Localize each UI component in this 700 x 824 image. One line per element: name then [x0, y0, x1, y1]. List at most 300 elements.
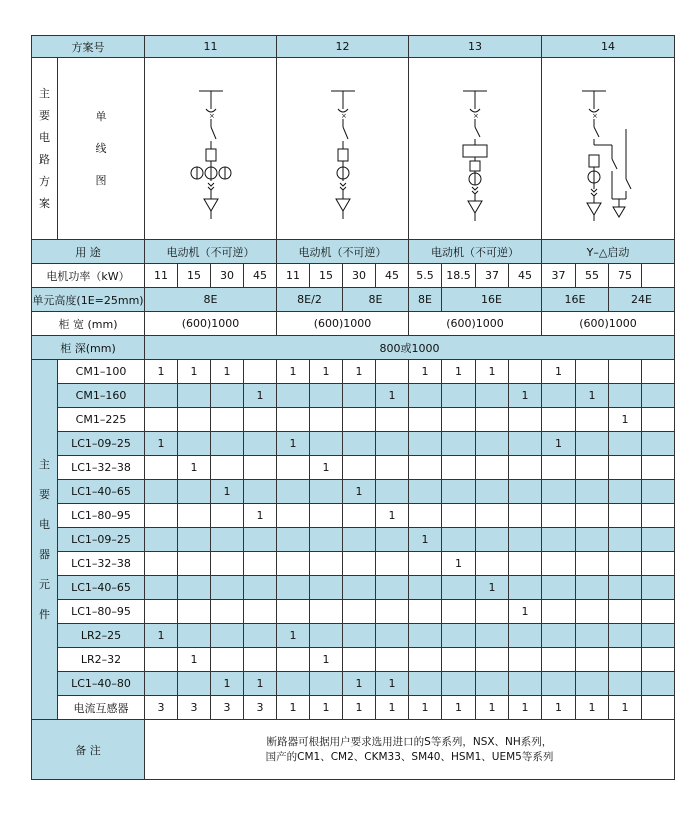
motor-power-value: 45 [244, 264, 277, 288]
component-name: CM1–225 [58, 408, 145, 432]
component-name: LC1–40–80 [58, 672, 145, 696]
main-components-label: 主 要 电 器 元 件 [32, 360, 58, 720]
component-row [32, 600, 675, 624]
motor-power-value: 11 [277, 264, 310, 288]
component-quantity [277, 528, 310, 552]
component-quantity [244, 528, 277, 552]
component-quantity [211, 552, 244, 576]
component-quantity: 1 [609, 696, 642, 720]
cabinet-width-label: 柜 宽 (mm) [32, 312, 145, 336]
single-line-diagram-icon [445, 69, 505, 229]
component-quantity: 1 [211, 672, 244, 696]
component-quantity [178, 432, 211, 456]
component-quantity: 1 [509, 600, 542, 624]
component-quantity [442, 624, 476, 648]
component-quantity [509, 360, 542, 384]
component-row [32, 480, 675, 504]
component-quantity [409, 672, 442, 696]
component-quantity [542, 456, 576, 480]
component-quantity [310, 600, 343, 624]
usage-value: 电动机（不可逆） [145, 240, 277, 264]
component-quantity [409, 432, 442, 456]
component-quantity [576, 456, 609, 480]
component-name: CM1–100 [58, 360, 145, 384]
component-name: LC1–32–38 [58, 552, 145, 576]
usage-value: Y–△启动 [542, 240, 675, 264]
component-quantity [476, 432, 509, 456]
header-row [32, 36, 675, 58]
component-quantity [376, 432, 409, 456]
remarks-line: 国产的CM1、CM2、CKM33、SM40、HSM1、UEM5等系列 [265, 750, 554, 763]
component-quantity [145, 384, 178, 408]
component-quantity [277, 552, 310, 576]
component-quantity [509, 456, 542, 480]
component-quantity [376, 600, 409, 624]
empty-cell [642, 264, 675, 288]
component-row [32, 696, 675, 720]
component-quantity [376, 624, 409, 648]
component-quantity [442, 432, 476, 456]
component-quantity [178, 576, 211, 600]
motor-power-value: 5.5 [409, 264, 442, 288]
component-name: LR2–25 [58, 624, 145, 648]
component-quantity: 1 [244, 672, 277, 696]
component-quantity [343, 432, 376, 456]
component-quantity [343, 456, 376, 480]
component-quantity [343, 528, 376, 552]
component-quantity [609, 576, 642, 600]
component-quantity [609, 480, 642, 504]
empty-cell [642, 624, 675, 648]
component-quantity [442, 576, 476, 600]
motor-power-value: 37 [476, 264, 509, 288]
component-quantity: 1 [277, 432, 310, 456]
motor-power-value: 45 [376, 264, 409, 288]
motor-power-value: 75 [609, 264, 642, 288]
component-quantity [145, 480, 178, 504]
component-quantity [178, 672, 211, 696]
unit-height-row [32, 288, 675, 312]
motor-power-value: 18.5 [442, 264, 476, 288]
component-quantity: 1 [277, 360, 310, 384]
motor-power-value: 15 [310, 264, 343, 288]
component-quantity [277, 480, 310, 504]
unit-height-value: 8E [409, 288, 442, 312]
empty-cell [642, 696, 675, 720]
component-quantity [476, 504, 509, 528]
cabinet-depth-value: 800或1000 [145, 336, 675, 360]
component-quantity [310, 408, 343, 432]
component-quantity [509, 624, 542, 648]
usage-value: 电动机（不可逆） [409, 240, 542, 264]
remarks-line: 断路器可根据用户要求选用进口的S等系列，NSX、NH系列， [266, 735, 553, 748]
cabinet-width-value: (600)1000 [409, 312, 542, 336]
single-line-diagram-icon [181, 69, 241, 229]
component-quantity: 1 [576, 696, 609, 720]
component-quantity [609, 384, 642, 408]
component-quantity [277, 600, 310, 624]
component-quantity [211, 384, 244, 408]
component-quantity [244, 480, 277, 504]
scheme-13-header: 13 [409, 36, 542, 58]
component-quantity [409, 456, 442, 480]
component-quantity [576, 408, 609, 432]
component-row [32, 576, 675, 600]
empty-cell [642, 504, 675, 528]
component-name: LC1–32–38 [58, 456, 145, 480]
component-quantity [542, 624, 576, 648]
unit-height-value: 24E [609, 288, 675, 312]
component-quantity [442, 504, 476, 528]
component-row [32, 672, 675, 696]
component-quantity [376, 360, 409, 384]
component-quantity [178, 600, 211, 624]
cabinet-depth-label: 柜 深(mm) [32, 336, 145, 360]
component-quantity: 1 [509, 696, 542, 720]
component-quantity [343, 384, 376, 408]
component-quantity [476, 672, 509, 696]
component-row [32, 432, 675, 456]
component-quantity: 1 [376, 672, 409, 696]
component-quantity [310, 576, 343, 600]
component-quantity [277, 576, 310, 600]
component-quantity: 1 [476, 360, 509, 384]
component-quantity [442, 600, 476, 624]
component-quantity [343, 576, 376, 600]
component-quantity [211, 456, 244, 480]
component-quantity [277, 384, 310, 408]
component-quantity [244, 456, 277, 480]
motor-power-value: 45 [509, 264, 542, 288]
cabinet-width-row [32, 312, 675, 336]
component-quantity [343, 552, 376, 576]
svg-text:×: × [340, 111, 347, 120]
component-row [32, 384, 675, 408]
empty-cell [642, 408, 675, 432]
component-quantity [509, 648, 542, 672]
component-quantity [409, 552, 442, 576]
component-name: 电流互感器 [58, 696, 145, 720]
component-quantity [576, 576, 609, 600]
component-quantity: 1 [442, 552, 476, 576]
component-quantity [476, 624, 509, 648]
component-quantity: 1 [509, 384, 542, 408]
component-quantity [244, 624, 277, 648]
svg-text:×: × [208, 111, 215, 120]
component-quantity: 1 [211, 480, 244, 504]
component-quantity: 1 [277, 624, 310, 648]
component-quantity: 1 [409, 696, 442, 720]
component-quantity: 1 [277, 696, 310, 720]
component-quantity [476, 480, 509, 504]
component-quantity [343, 408, 376, 432]
component-quantity [178, 384, 211, 408]
component-quantity: 1 [576, 384, 609, 408]
motor-power-value: 11 [145, 264, 178, 288]
component-quantity: 1 [476, 696, 509, 720]
component-quantity [376, 552, 409, 576]
diagram-scheme-11 [145, 58, 277, 240]
component-quantity [509, 504, 542, 528]
component-quantity [576, 432, 609, 456]
component-quantity [244, 360, 277, 384]
empty-cell [642, 600, 675, 624]
component-quantity: 1 [442, 696, 476, 720]
component-quantity [145, 504, 178, 528]
main-circuit-label: 主 要 电 路 方 案 [32, 58, 58, 240]
component-quantity: 1 [310, 648, 343, 672]
component-quantity [442, 456, 476, 480]
svg-text:×: × [473, 111, 479, 120]
component-quantity [409, 648, 442, 672]
component-quantity [509, 552, 542, 576]
component-row [32, 624, 675, 648]
component-quantity [476, 384, 509, 408]
component-row [32, 552, 675, 576]
empty-cell [642, 432, 675, 456]
component-quantity [211, 528, 244, 552]
cabinet-width-value: (600)1000 [277, 312, 409, 336]
component-quantity [178, 552, 211, 576]
component-name: LC1–80–95 [58, 504, 145, 528]
component-quantity [145, 576, 178, 600]
component-quantity: 1 [310, 360, 343, 384]
component-name: LC1–40–65 [58, 480, 145, 504]
motor-power-value: 15 [178, 264, 211, 288]
component-quantity [542, 648, 576, 672]
component-quantity [211, 504, 244, 528]
component-quantity: 1 [178, 360, 211, 384]
component-quantity: 1 [244, 384, 277, 408]
empty-cell [642, 480, 675, 504]
empty-cell [642, 456, 675, 480]
cabinet-width-value: (600)1000 [145, 312, 277, 336]
component-quantity [277, 672, 310, 696]
scheme-11-header: 11 [145, 36, 277, 58]
component-quantity [310, 504, 343, 528]
component-quantity [211, 576, 244, 600]
unit-height-value: 16E [442, 288, 542, 312]
component-quantity [343, 600, 376, 624]
component-quantity: 1 [376, 696, 409, 720]
component-quantity: 1 [178, 648, 211, 672]
component-quantity [476, 456, 509, 480]
component-row [32, 408, 675, 432]
component-quantity [376, 528, 409, 552]
component-quantity [576, 624, 609, 648]
empty-cell [642, 672, 675, 696]
component-quantity: 1 [409, 528, 442, 552]
component-quantity: 1 [145, 360, 178, 384]
component-quantity [376, 576, 409, 600]
component-name: LC1–09–25 [58, 528, 145, 552]
remarks-row [32, 720, 675, 780]
component-quantity [178, 528, 211, 552]
component-quantity [310, 384, 343, 408]
component-quantity [576, 600, 609, 624]
motor-power-value: 37 [542, 264, 576, 288]
usage-value: 电动机（不可逆） [277, 240, 409, 264]
component-quantity [277, 504, 310, 528]
component-quantity [576, 552, 609, 576]
component-quantity: 1 [376, 384, 409, 408]
component-quantity [576, 528, 609, 552]
component-quantity: 1 [609, 408, 642, 432]
component-quantity [277, 648, 310, 672]
component-quantity [542, 408, 576, 432]
component-quantity [542, 480, 576, 504]
component-quantity [244, 432, 277, 456]
component-quantity: 1 [211, 360, 244, 384]
component-quantity [542, 672, 576, 696]
component-quantity [576, 360, 609, 384]
component-quantity [542, 504, 576, 528]
component-quantity [576, 480, 609, 504]
component-quantity [476, 552, 509, 576]
component-quantity [509, 672, 542, 696]
component-quantity [145, 552, 178, 576]
motor-power-row [32, 264, 675, 288]
component-quantity: 1 [145, 432, 178, 456]
component-quantity [609, 600, 642, 624]
component-quantity [409, 480, 442, 504]
component-quantity [376, 456, 409, 480]
component-quantity: 1 [442, 360, 476, 384]
component-quantity [542, 552, 576, 576]
component-quantity [244, 600, 277, 624]
component-quantity: 1 [409, 360, 442, 384]
component-quantity [442, 672, 476, 696]
component-row [32, 528, 675, 552]
component-quantity [277, 408, 310, 432]
component-row [32, 456, 675, 480]
component-quantity [409, 624, 442, 648]
component-quantity [609, 528, 642, 552]
component-quantity [211, 408, 244, 432]
scheme-number-label: 方案号 [32, 36, 145, 58]
unit-height-value: 8E [343, 288, 409, 312]
component-quantity [476, 408, 509, 432]
empty-cell [642, 648, 675, 672]
component-quantity: 3 [211, 696, 244, 720]
component-quantity: 1 [178, 456, 211, 480]
component-quantity: 1 [542, 432, 576, 456]
component-quantity [442, 384, 476, 408]
component-quantity: 1 [376, 504, 409, 528]
cabinet-width-value: (600)1000 [542, 312, 675, 336]
component-name: LC1–09–25 [58, 432, 145, 456]
component-quantity [609, 456, 642, 480]
component-quantity: 3 [145, 696, 178, 720]
empty-cell [642, 360, 675, 384]
motor-power-value: 30 [211, 264, 244, 288]
component-quantity [509, 480, 542, 504]
component-quantity [211, 624, 244, 648]
component-name: LC1–40–65 [58, 576, 145, 600]
motor-power-value: 30 [343, 264, 376, 288]
component-quantity [509, 432, 542, 456]
motor-power-label: 电机功率（kW） [32, 264, 145, 288]
unit-height-value: 8E/2 [277, 288, 343, 312]
component-quantity [178, 624, 211, 648]
component-name: LR2–32 [58, 648, 145, 672]
motor-power-value: 55 [576, 264, 609, 288]
single-line-diagram-label: 单 线 图 [58, 58, 145, 240]
component-quantity [211, 432, 244, 456]
remarks-label: 备 注 [32, 720, 145, 780]
component-quantity [376, 648, 409, 672]
component-quantity [310, 432, 343, 456]
component-quantity [542, 528, 576, 552]
remarks-text [145, 720, 675, 780]
component-quantity: 1 [343, 672, 376, 696]
component-quantity [609, 432, 642, 456]
component-quantity [509, 408, 542, 432]
component-quantity [244, 576, 277, 600]
component-quantity [145, 408, 178, 432]
component-quantity [442, 648, 476, 672]
component-quantity [442, 480, 476, 504]
diagram-scheme-13 [409, 58, 542, 240]
component-quantity [244, 552, 277, 576]
scheme-14-header: 14 [542, 36, 675, 58]
component-quantity [145, 600, 178, 624]
component-quantity [310, 672, 343, 696]
component-quantity [542, 576, 576, 600]
svg-text:×: × [592, 111, 598, 120]
component-quantity [409, 576, 442, 600]
component-quantity [476, 600, 509, 624]
component-quantity [343, 624, 376, 648]
component-quantity [277, 456, 310, 480]
component-name: LC1–80–95 [58, 600, 145, 624]
component-row [32, 360, 675, 384]
component-quantity [609, 624, 642, 648]
component-quantity [509, 528, 542, 552]
component-quantity [576, 648, 609, 672]
usage-label: 用 途 [32, 240, 145, 264]
cabinet-depth-row [32, 336, 675, 360]
component-quantity [211, 600, 244, 624]
empty-cell [642, 576, 675, 600]
component-quantity: 1 [542, 360, 576, 384]
scheme-12-header: 12 [277, 36, 409, 58]
component-quantity: 3 [244, 696, 277, 720]
component-quantity [376, 408, 409, 432]
component-quantity [442, 528, 476, 552]
empty-cell [642, 552, 675, 576]
component-quantity: 1 [343, 480, 376, 504]
component-name: CM1–160 [58, 384, 145, 408]
component-quantity: 1 [310, 456, 343, 480]
component-quantity: 1 [343, 696, 376, 720]
component-quantity [409, 384, 442, 408]
component-quantity [145, 528, 178, 552]
component-quantity [310, 480, 343, 504]
component-quantity: 1 [542, 696, 576, 720]
component-quantity [476, 648, 509, 672]
component-quantity [476, 528, 509, 552]
circuit-diagram-row [32, 58, 675, 240]
component-row [32, 504, 675, 528]
component-quantity [576, 672, 609, 696]
component-quantity [310, 624, 343, 648]
component-quantity [244, 408, 277, 432]
component-quantity [542, 384, 576, 408]
component-quantity: 3 [178, 696, 211, 720]
component-quantity [609, 504, 642, 528]
component-quantity [145, 672, 178, 696]
